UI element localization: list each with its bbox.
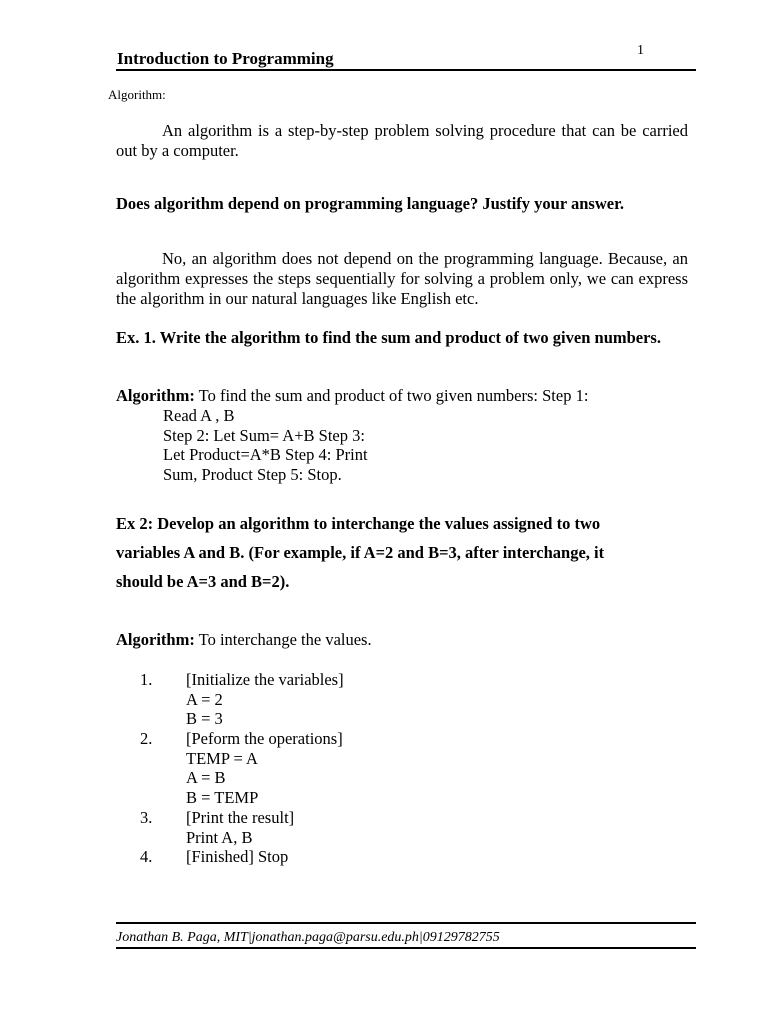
step-number: 4. xyxy=(140,847,153,866)
question-heading: Does algorithm depend on programming language? Justify your answer. xyxy=(116,194,625,213)
step-line: [Peform the operations] xyxy=(186,729,343,748)
ex2-algorithm-text: To interchange the values. xyxy=(194,630,372,649)
step-line: A = B xyxy=(186,768,226,788)
step-line: B = 3 xyxy=(186,709,223,729)
ex2-algorithm-intro xyxy=(116,630,372,650)
step-line: B = TEMP xyxy=(186,788,259,808)
section-label: Algorithm: xyxy=(108,87,166,102)
ex2-heading-line: variables A and B. (For example, if A=2 and B=3, after interchange, it xyxy=(116,543,605,562)
ex1-algorithm-label: Algorithm: xyxy=(116,386,195,405)
intro-paragraph xyxy=(116,121,688,161)
step-line: TEMP = A xyxy=(186,748,258,768)
ex2-algorithm-label: Algorithm: xyxy=(116,630,195,649)
step-number: 1. xyxy=(140,670,153,689)
ex2-heading xyxy=(116,509,696,596)
page-header-title: Introduction to Programming xyxy=(117,49,334,68)
step-line: A = 2 xyxy=(186,689,223,709)
page-number: 1 xyxy=(637,43,644,58)
step-line: [Print the result] xyxy=(186,808,295,827)
ex1-algorithm-line: Step 2: Let Sum= A+B Step 3: xyxy=(163,425,365,445)
ex2-heading-line: should be A=3 and B=2). xyxy=(116,572,290,591)
ex1-algorithm-line: Let Product=A*B Step 4: Print xyxy=(163,445,368,465)
ex1-algorithm-line: Sum, Product Step 5: Stop. xyxy=(163,465,342,485)
header-divider xyxy=(116,69,696,71)
ex2-heading-line: Ex 2: Develop an algorithm to interchange the values assigned to two xyxy=(116,514,601,533)
answer-text: No, an algorithm does not depend on the programming language. Because, an algorithm expresses the steps sequentially for solving a problem only, we can express the algorithm in our natural languages like English etc. xyxy=(116,249,688,308)
footer-text: Jonathan B. Paga, MIT|jonathan.paga@parsu.edu.ph|09129782755 xyxy=(116,930,500,945)
intro-text: An algorithm is a step-by-step problem solving procedure that can be carried out by a computer. xyxy=(116,121,688,160)
step-line: [Finished] Stop xyxy=(186,847,289,866)
ex1-algorithm-line: Read A , B xyxy=(163,406,235,425)
ex1-algorithm-first-line: To find the sum and product of two given numbers: Step 1: xyxy=(194,386,589,405)
ex1-algorithm-intro xyxy=(116,386,588,406)
step-number: 2. xyxy=(140,729,153,748)
footer-divider-bottom xyxy=(116,947,696,949)
step-line: [Initialize the variables] xyxy=(186,670,344,689)
step-number: 3. xyxy=(140,808,153,827)
ex1-algorithm-steps xyxy=(163,406,368,485)
ex1-heading: Ex. 1. Write the algorithm to find the sum and product of two given numbers. xyxy=(116,328,661,347)
step-line: Print A, B xyxy=(186,827,253,847)
answer-paragraph xyxy=(116,249,688,309)
footer-divider-top xyxy=(116,922,696,924)
